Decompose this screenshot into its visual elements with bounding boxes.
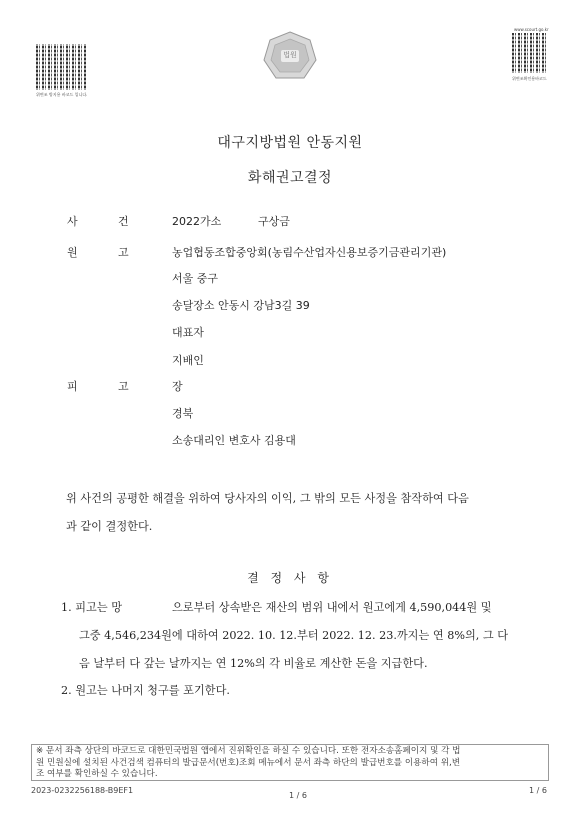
decision-item-1-line3: 음 날부터 다 갚는 날까지는 연 12%의 각 비율로 계산한 돈을 지급한다. bbox=[79, 657, 428, 670]
seal-label: 법원 bbox=[283, 51, 297, 59]
case-name: 구상금 bbox=[258, 215, 290, 228]
page-number-right: 1 / 6 bbox=[529, 786, 547, 795]
decision-item-2: 2. 원고는 나머지 청구를 포기한다. bbox=[61, 684, 230, 697]
case-number: 2022가소 bbox=[172, 215, 222, 228]
left-barcode-caption: 위변조 방지용 바코드 입니다. bbox=[36, 92, 88, 97]
defendant-line: 소송대리인 변호사 김용대 bbox=[172, 434, 296, 447]
notice-line: 원 민원실에 설치된 사건검색 컴퓨터의 발급문서(번호)조회 메뉴에서 문서 좌측 하단의 발급번호를 이용하여 위,변 bbox=[36, 757, 461, 768]
right-url: www.scourt.go.kr bbox=[514, 27, 549, 32]
defendant-line: 장 bbox=[172, 380, 183, 393]
notice-line: 조 여부를 확인하실 수 있습니다. bbox=[36, 769, 158, 779]
plaintiff-line: 농업협동조합중앙회(농림수산업자신용보증기금관리기관) bbox=[172, 246, 447, 259]
plaintiff-line: 서울 중구 bbox=[172, 272, 219, 285]
decision-item-1: 1. 피고는 망 bbox=[61, 601, 123, 614]
plaintiff-label-1: 원 bbox=[67, 246, 78, 259]
intro-line: 과 같이 결정한다. bbox=[66, 520, 153, 533]
page-number-center: 1 / 6 bbox=[289, 791, 307, 800]
decision-item-1-line2: 그중 4,546,234원에 대하여 2022. 10. 12.부터 2022. 12. 23.까지는 연 8%의, 그 다 bbox=[79, 629, 509, 642]
document-title: 화해권고결정 bbox=[247, 170, 333, 186]
intro-line: 위 사건의 공평한 해결을 위하여 당사자의 이익, 그 밖의 모든 사정을 참작하여 다음 bbox=[66, 492, 469, 505]
plaintiff-line: 지배인 bbox=[172, 354, 204, 367]
case-label-1: 사 bbox=[67, 215, 78, 228]
court-name: 대구지방법원 안동지원 bbox=[217, 135, 363, 151]
case-label-2: 건 bbox=[118, 215, 129, 228]
plaintiff-line: 대표자 bbox=[172, 326, 204, 339]
plaintiff-label-2: 고 bbox=[118, 246, 129, 259]
decision-heading: 결 정 사 항 bbox=[247, 571, 333, 585]
right-barcode-caption: 위변조확인용바코드 bbox=[512, 76, 547, 81]
left-barcode bbox=[36, 44, 86, 90]
defendant-label-1: 피 bbox=[67, 380, 78, 393]
defendant-label-2: 고 bbox=[118, 380, 129, 393]
plaintiff-line: 송달장소 안동시 강남3길 39 bbox=[172, 299, 310, 312]
right-barcode bbox=[512, 33, 546, 73]
verification-notice bbox=[31, 744, 549, 781]
decision-item-1-cont: 으로부터 상속받은 재산의 범위 내에서 원고에게 4,590,044원 및 bbox=[172, 601, 492, 614]
defendant-line: 경북 bbox=[172, 407, 194, 420]
issue-number: 2023-0232256188-B9EF1 bbox=[31, 786, 134, 795]
notice-line: ※ 문서 좌측 상단의 바코드로 대한민국법원 앱에서 진위확인을 하실 수 있습니다. 또한 전자소송홈페이지 및 각 법 bbox=[36, 746, 461, 756]
